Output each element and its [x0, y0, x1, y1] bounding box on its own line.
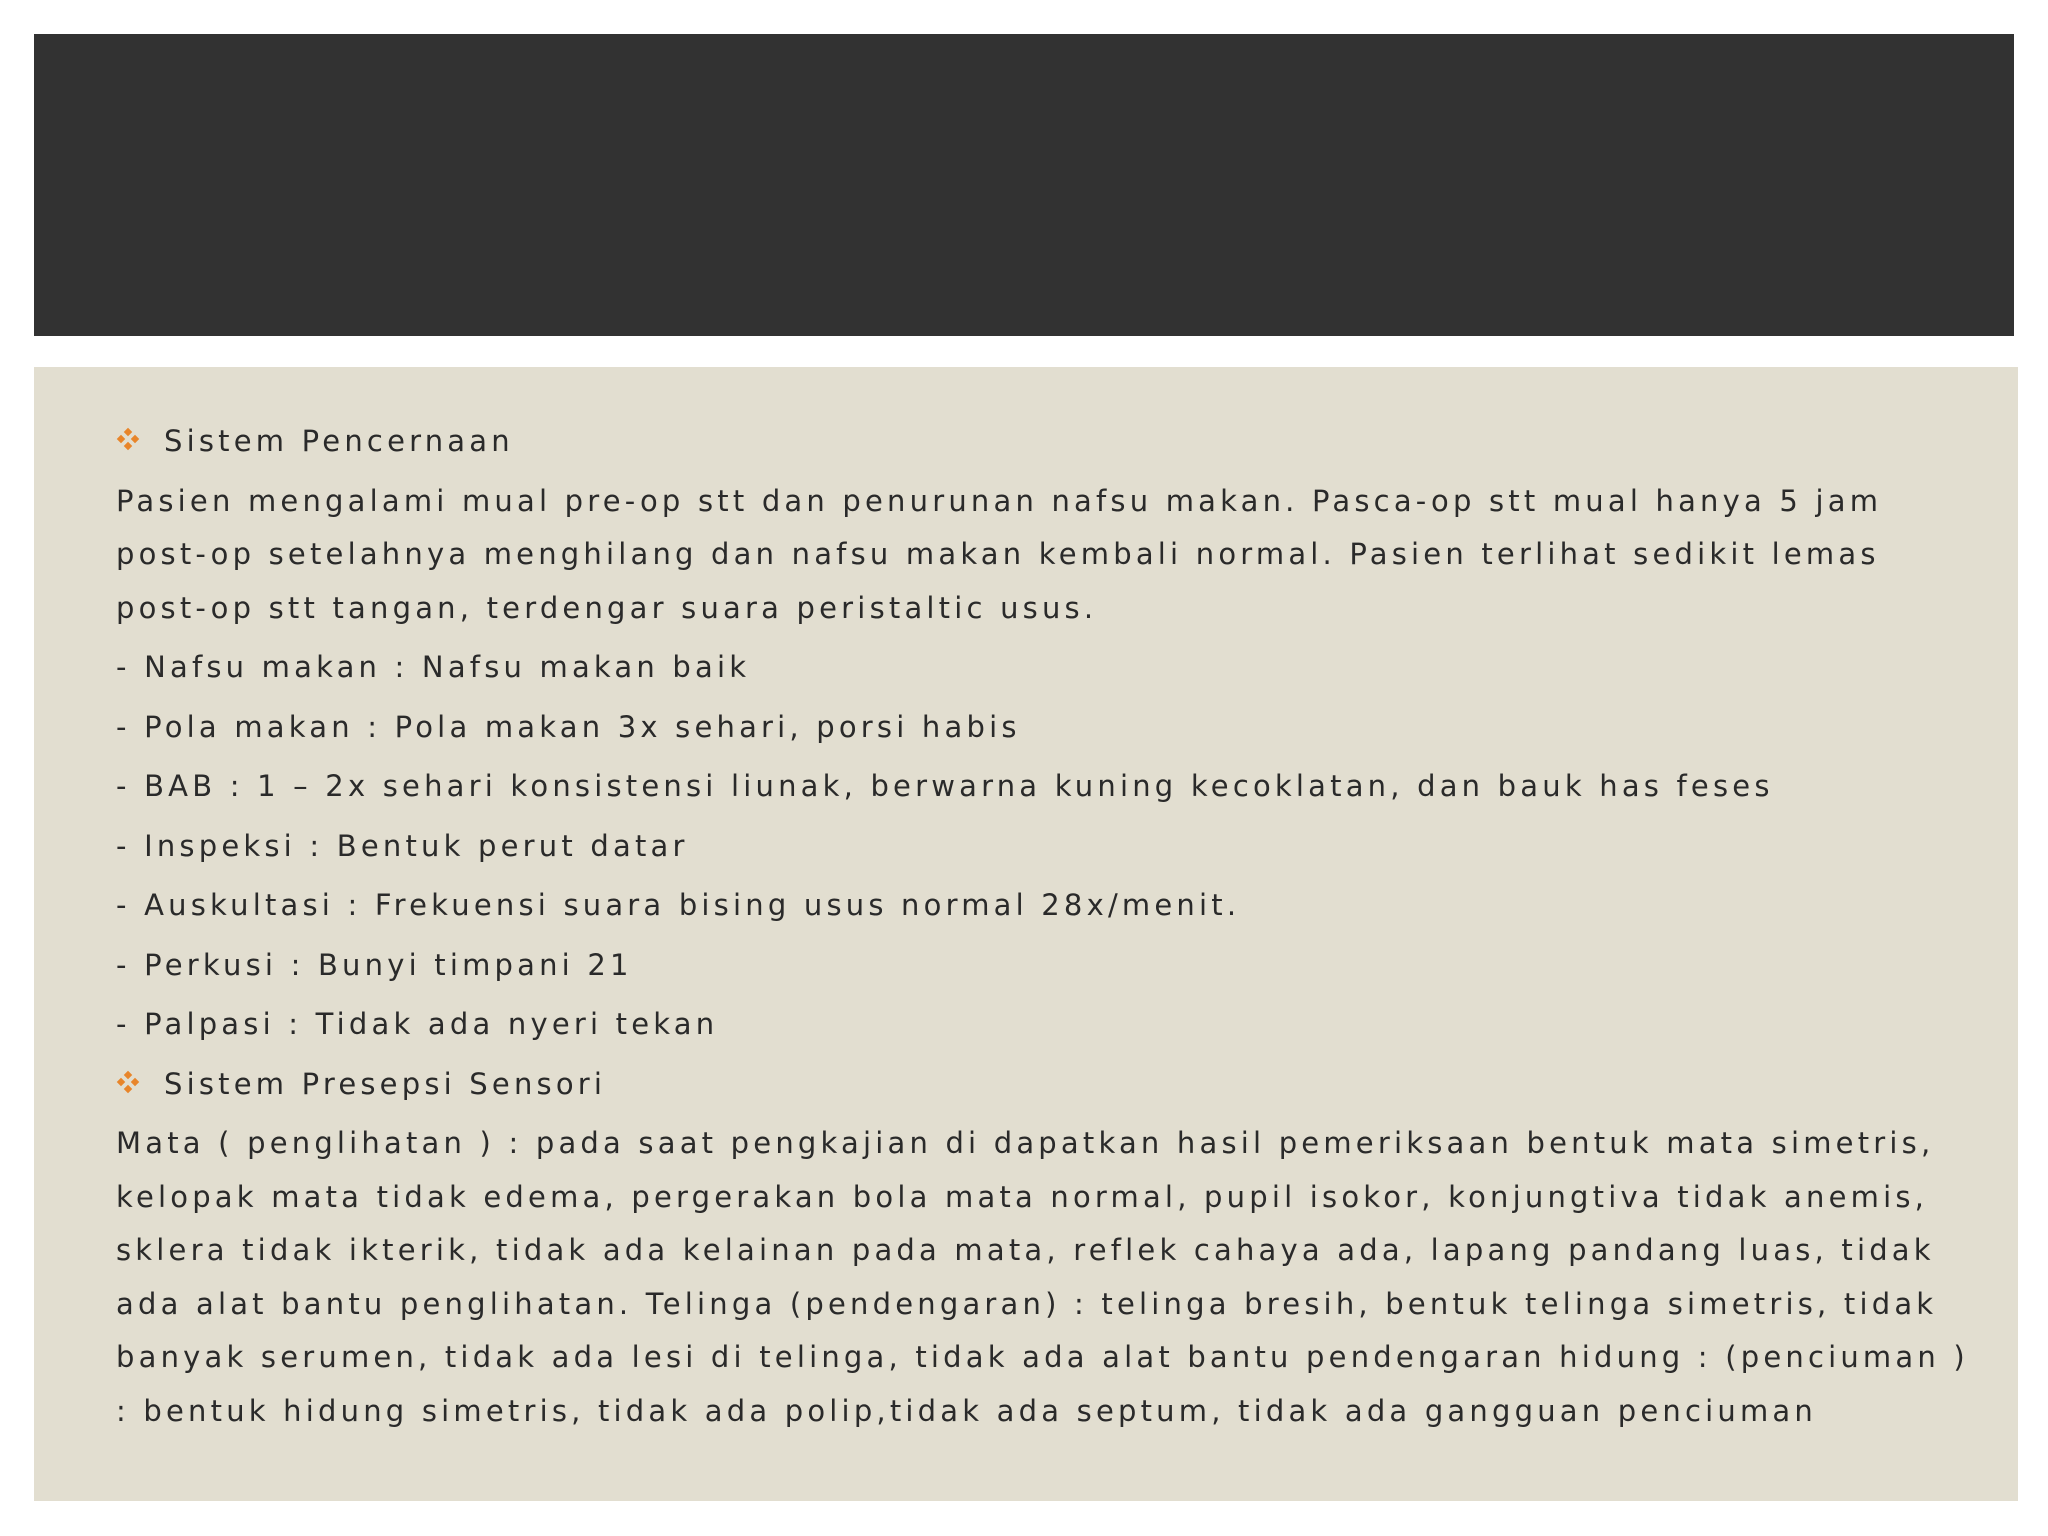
slide-content: [116, 415, 1986, 1444]
diamond-bullet-icon: [116, 1070, 140, 1094]
list-item: - Inspeksi : Bentuk perut datar: [116, 828, 689, 863]
diamond-bullet-icon: [116, 427, 140, 451]
section-heading-text: Sistem Presepsi Sensori: [164, 1066, 607, 1101]
list-item: - Palpasi : Tidak ada nyeri tekan: [116, 1007, 719, 1041]
list-item: - Perkusi : Bunyi timpani 21: [116, 947, 633, 982]
list-item: - Auskultasi : Frekuensi suara bising usus normal 28x/menit.: [116, 888, 1241, 922]
section-paragraph-pencernaan: Pasien mengalami mual pre-op stt dan penurunan nafsu makan. Pasca-op stt mual hanya 5 jam post-op setelahnya menghilang dan nafsu makan kembali normal. Pasien terlihat sedikit lemas post-op stt tangan, terdengar suara peristaltic usus.: [116, 483, 1883, 625]
list-item: - BAB : 1 – 2x sehari konsistensi liunak, berwarna kuning kecoklatan, dan bauk has feses: [116, 769, 1774, 803]
section-heading-presepsi-sensori: [116, 1058, 1986, 1112]
list-item: - Pola makan : Pola makan 3x sehari, porsi habis: [116, 709, 1021, 744]
list-item: - Nafsu makan : Nafsu makan baik: [116, 650, 751, 684]
slide-title-band: [34, 34, 2014, 336]
section-heading-pencernaan: [116, 415, 1986, 469]
section-paragraph-presepsi-sensori: Mata ( penglihatan ) : pada saat pengkajian di dapatkan hasil pemeriksaan bentuk mata simetris, kelopak mata tidak edema, pergerakan bola mata normal, pupil isokor, konjungtiva tidak anemis, sklera tidak ikterik, tidak ada kelainan pada mata, reflek cahaya ada, lapang pandang luas, tidak ada alat bantu penglihatan. Telinga (pendengaran) : telinga bresih, bentuk telinga simetris, tidak banyak serumen, tidak ada lesi di telinga, tidak ada alat bantu pendengaran hidung : (penciuman ) : bentuk hidung simetris, tidak ada polip,tidak ada septum, tidak ada gangguan penciuman: [116, 1126, 1969, 1428]
content-panel: [34, 367, 2018, 1501]
section-heading-text: Sistem Pencernaan: [164, 424, 514, 458]
